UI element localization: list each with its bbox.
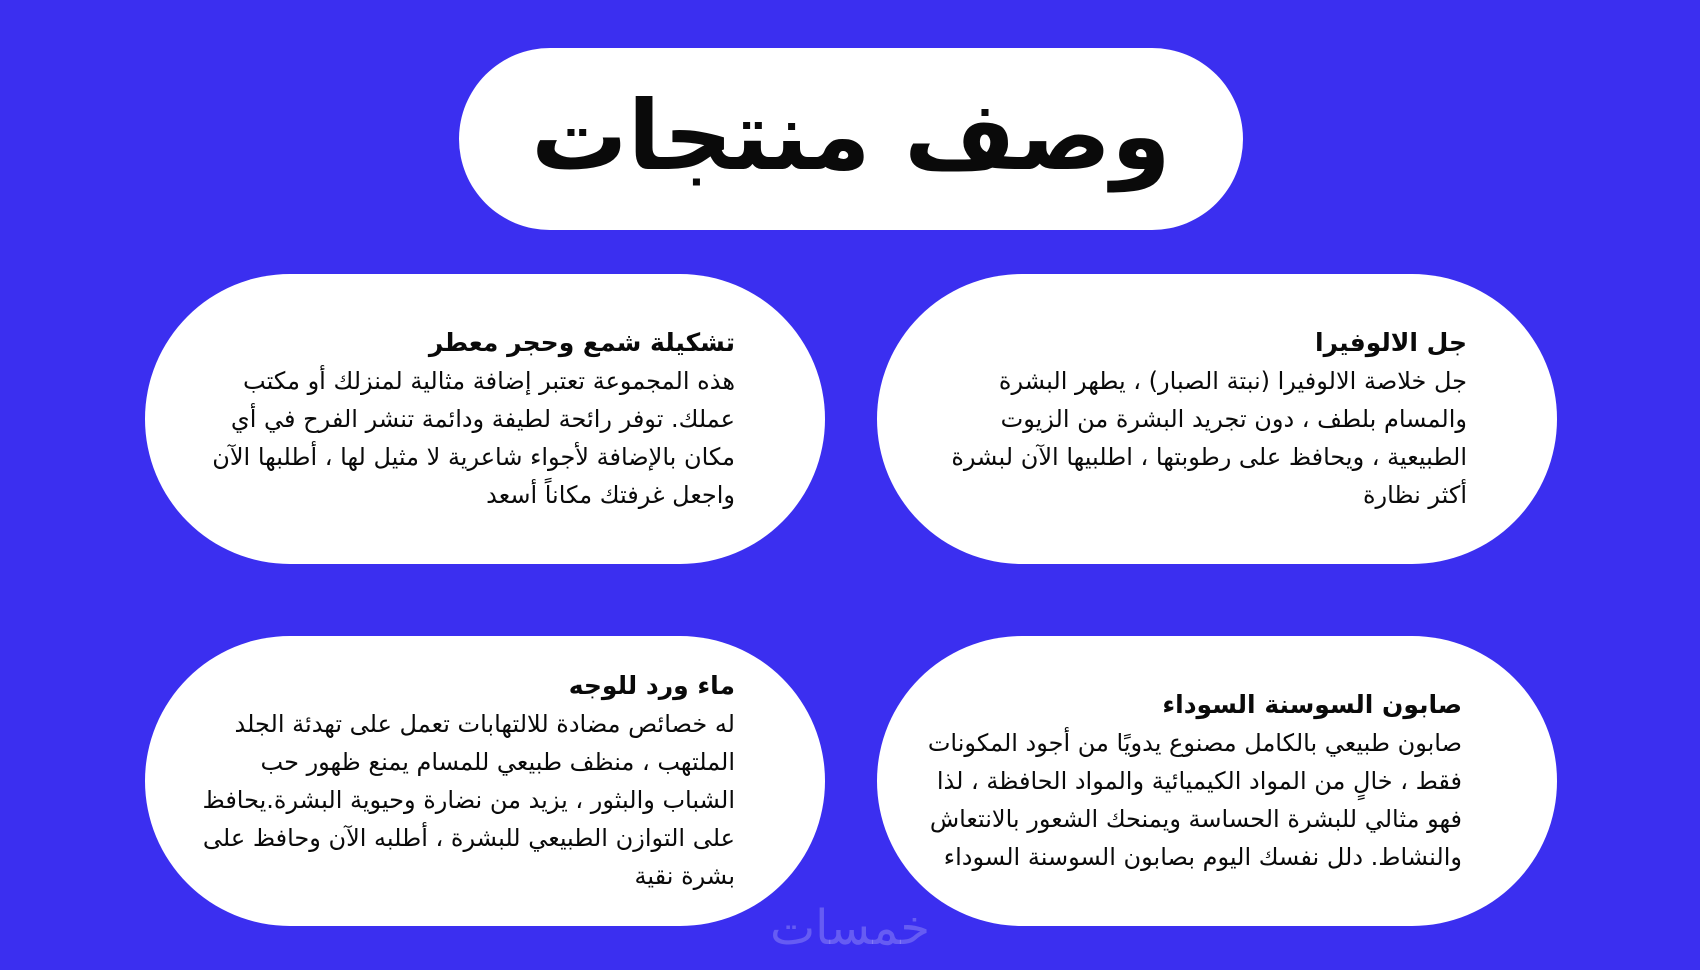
product-card-title: تشكيلة شمع وحجر معطر [428, 328, 735, 357]
product-card-black-iris-soap [877, 636, 1557, 926]
page-title: وصف منتجات [531, 80, 1171, 192]
product-card-description: جل خلاصة الالوفيرا (نبتة الصبار) ، يطهر البشرة والمسام بلطف ، دون تجريد البشرة من الزيوت الطبيعية ، ويحافظ على رطوبتها ، اطلبيها الآن لبشرة أكثر نظارة [951, 367, 1467, 509]
watermark-logo: خمسات [769, 900, 931, 956]
product-card-candle-set [145, 274, 825, 564]
product-card-title: جل الالوفيرا [1315, 328, 1467, 357]
product-card-description: هذه المجموعة تعتبر إضافة مثالية لمنزلك أو مكتب عملك. توفر رائحة لطيفة ودائمة تنشر الفرح في أي مكان بالإضافة لأجواء شاعرية لا مثيل لها ، أطلبها الآن واجعل غرفتك مكاناً أسعد [212, 367, 735, 509]
product-card-title: ماء ورد للوجه [568, 671, 735, 700]
product-card-aloe-vera [877, 274, 1557, 564]
product-card-title: صابون السوسنة السوداء [1162, 690, 1462, 719]
product-card-rose-water [145, 636, 825, 926]
product-card-description: صابون طبيعي بالكامل مصنوع يدويًا من أجود المكونات فقط ، خالٍ من المواد الكيميائية والمواد الحافظة ، لذا فهو مثالي للبشرة الحساسة ويمنحك الشعور بالانتعاش والنشاط. دلل نفسك اليوم بصابون السوسنة السوداء [927, 729, 1462, 871]
title-pill [459, 48, 1243, 230]
product-card-description: له خصائص مضادة للالتهابات تعمل على تهدئة الجلد الملتهب ، منظف طبيعي للمسام يمنع ظهور حب الشباب والبثور ، يزيد من نضارة وحيوية البشرة.يحافظ على التوازن الطبيعي للبشرة ، أطلبه الآن وحافظ على بشرة نقية [202, 710, 735, 890]
